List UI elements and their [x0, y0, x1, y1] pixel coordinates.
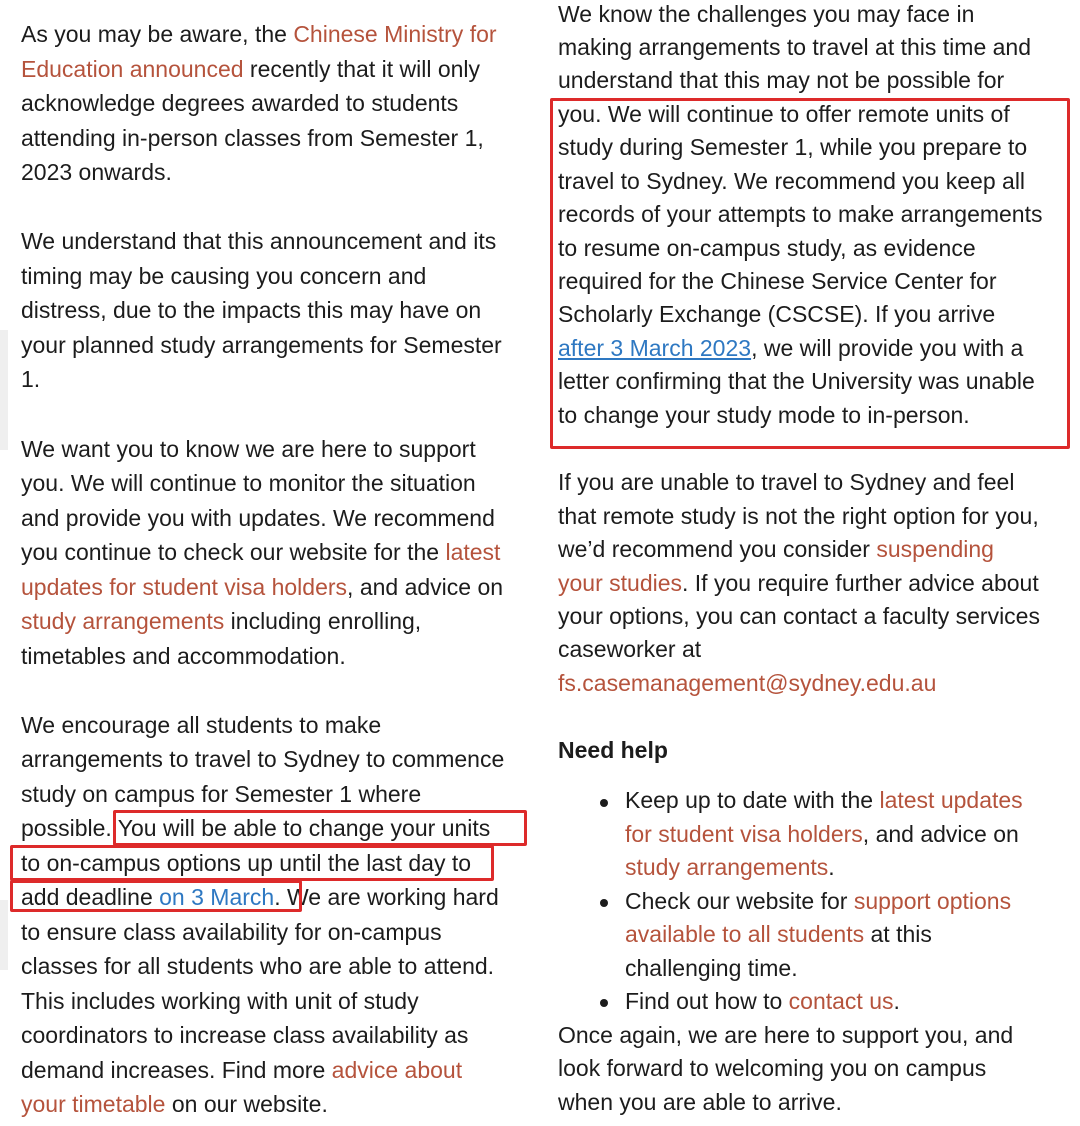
text-line: we’d recommend you consider suspending [558, 536, 994, 562]
link-contact-us[interactable]: contact us [788, 988, 894, 1014]
link-after-3-march-2023[interactable]: after 3 March 2023 [558, 335, 752, 361]
text-line: your timetable on our website. [21, 1091, 328, 1117]
text-line: to on-campus options up until the last day to [21, 850, 472, 876]
text-line: your options, you can contact a faculty services [558, 603, 1040, 629]
text-line: available to all students at this [625, 921, 932, 947]
text-line: when you are able to arrive. [558, 1089, 842, 1115]
text-line: travel to Sydney. We recommend you keep all [558, 168, 1026, 194]
text-line: classes for all students who are able to attend. [21, 953, 495, 979]
text-line: and provide you with updates. We recommend [21, 505, 495, 531]
text-line: required for the Chinese Service Center for [558, 268, 997, 294]
bullet-icon [600, 899, 608, 907]
text-line: coordinators to increase class availability as [21, 1022, 469, 1048]
text-line: Education announced recently that it will only [21, 56, 481, 82]
link-available-all-students[interactable]: available to all students [625, 921, 865, 947]
text-line: arrangements to travel to Sydney to commence [21, 746, 505, 772]
link-your-studies[interactable]: your studies [558, 570, 683, 596]
text-line: you continue to check our website for the latest [21, 539, 501, 565]
text-line: add deadline on 3 March. We are working hard [21, 884, 499, 910]
link-your-timetable[interactable]: your timetable [21, 1091, 166, 1117]
text-line: your planned study arrangements for Semester [21, 332, 502, 358]
link-latest-updates[interactable]: latest [445, 539, 501, 565]
text-line: Find out how to contact us. [625, 988, 900, 1014]
text-line: timing may be causing you concern and [21, 263, 427, 289]
text-line: demand increases. Find more advice about [21, 1057, 463, 1083]
bullet-icon [600, 999, 608, 1007]
text-line: study during Semester 1, while you prepare to [558, 134, 1028, 160]
text-line: your studies. If you require further advice about [558, 570, 1039, 596]
link-study-arrangements[interactable]: study arrangements [21, 608, 225, 634]
link-on-3-march[interactable]: on 3 March [159, 884, 275, 910]
email-link[interactable]: fs.casemanagement@sydney.edu.au [558, 670, 937, 696]
link-study-arrangements-2[interactable]: study arrangements [625, 854, 829, 880]
link-support-options[interactable]: support options [853, 888, 1012, 914]
link-visa-holders-2[interactable]: for student visa holders [625, 821, 863, 847]
text-line: to resume on-campus study, as evidence [558, 235, 976, 261]
text-line: updates for student visa holders, and advice on [21, 574, 504, 600]
text-line: distress, due to the impacts this may have on [21, 297, 482, 323]
text-line: We understand that this announcement and its [21, 228, 497, 254]
text-line: Check our website for support options [625, 888, 1012, 914]
text-line: attending in-person classes from Semester 1, [21, 125, 484, 151]
text-line: records of your attempts to make arrangements [558, 201, 1043, 227]
text-line: If you are unable to travel to Sydney and feel [558, 469, 1015, 495]
text-line: after 3 March 2023, we will provide you with a [558, 335, 1024, 361]
link-education-announced[interactable]: Education announced [21, 56, 244, 82]
text-line: to ensure class availability for on-campus [21, 919, 442, 945]
bullet-icon [600, 799, 608, 807]
text-line: study arrangements. [625, 854, 835, 880]
link-updates-visa-holders[interactable]: updates for student visa holders [21, 574, 348, 600]
link-latest-updates-2[interactable]: latest updates [879, 787, 1023, 813]
text-line: This includes working with unit of study [21, 988, 419, 1014]
highlight-box [113, 810, 527, 846]
text-line: study on campus for Semester 1 where [21, 781, 422, 807]
highlight-box [10, 845, 494, 881]
text-line: Keep up to date with the latest updates [625, 787, 1023, 813]
link-suspending[interactable]: suspending [876, 536, 994, 562]
highlight-box [10, 880, 302, 912]
text-line: understand that this may not be possible for [558, 67, 1005, 93]
text-line: you. We will continue to monitor the situation [21, 470, 476, 496]
text-line: Once again, we are here to support you, and [558, 1022, 1014, 1048]
text-line: to change your study mode to in-person. [558, 402, 970, 428]
page-edge-shade [0, 900, 8, 970]
text-line: 2023 onwards. [21, 159, 172, 185]
text-line: look forward to welcoming you on campus [558, 1055, 987, 1081]
need-help-heading: Need help [558, 737, 668, 763]
text-line: We want you to know we are here to support [21, 436, 476, 462]
highlight-box [550, 98, 1070, 449]
text-line: Scholarly Exchange (CSCSE). If you arrive [558, 301, 996, 327]
text-line: letter confirming that the University was unable [558, 368, 1035, 394]
link-chinese-ministry[interactable]: Chinese Ministry for [293, 21, 497, 47]
page-edge-shade [0, 330, 8, 450]
text-line: possible. You will be able to change your units [21, 815, 491, 841]
text-line: As you may be aware, the Chinese Ministry for [21, 21, 497, 47]
text-line: caseworker at [558, 636, 702, 662]
text-line: 1. [21, 366, 41, 392]
text-line: you. We will continue to offer remote units of [558, 101, 1010, 127]
text-line: challenging time. [625, 955, 798, 981]
text-line: acknowledge degrees awarded to students [21, 90, 459, 116]
text-line: study arrangements including enrolling, [21, 608, 422, 634]
link-advice-timetable[interactable]: advice about [331, 1057, 463, 1083]
text-line: making arrangements to travel at this time and [558, 34, 1032, 60]
text-line: We know the challenges you may face in [558, 1, 975, 27]
text-line: for student visa holders, and advice on [625, 821, 1019, 847]
text-line: timetables and accommodation. [21, 643, 346, 669]
text-line: We encourage all students to make [21, 712, 382, 738]
text-line: that remote study is not the right option for you, [558, 503, 1039, 529]
